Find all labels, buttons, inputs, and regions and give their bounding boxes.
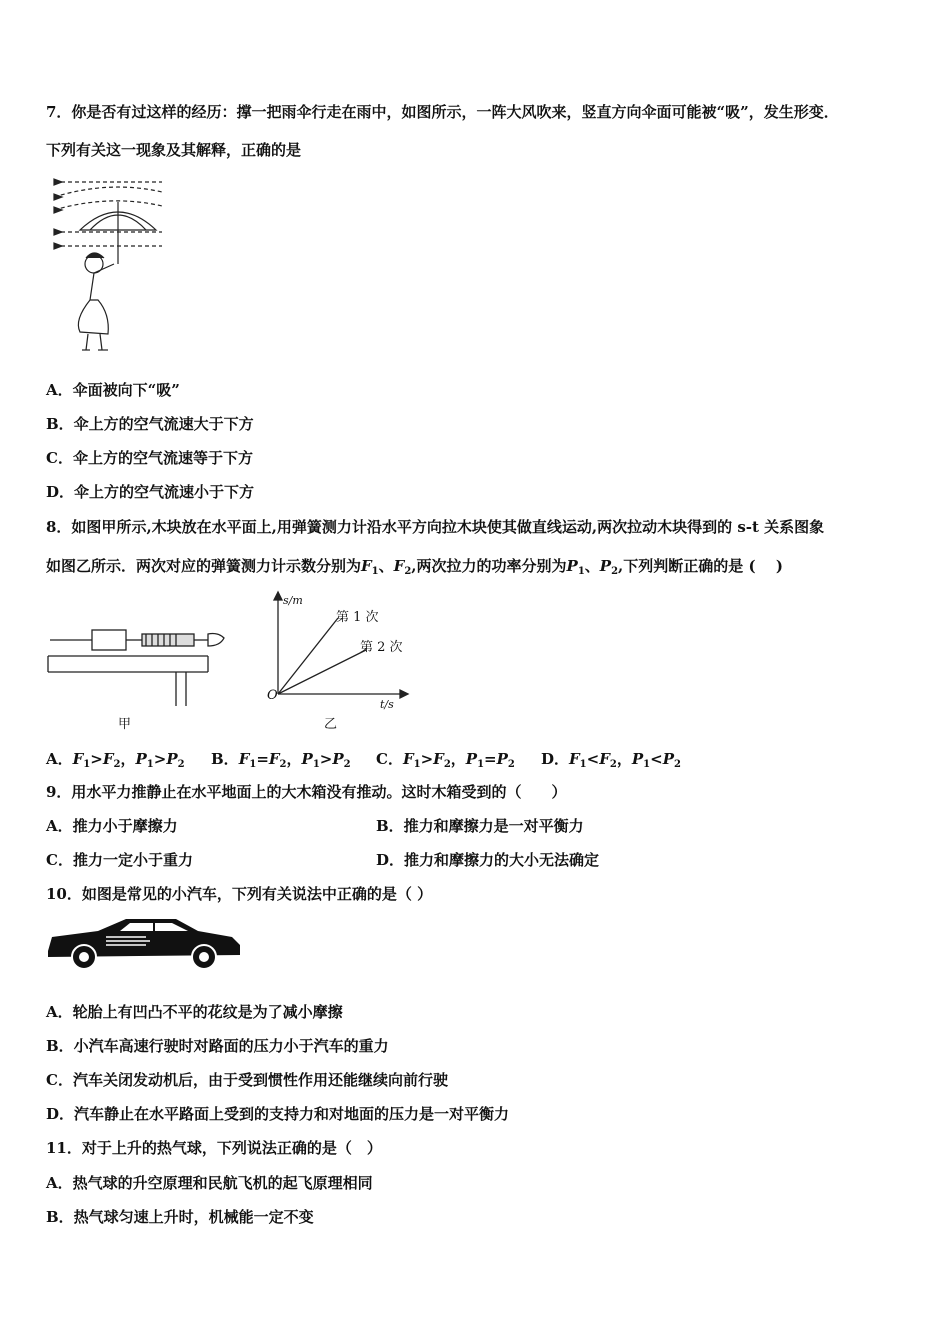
q8-graph-y-label: s/m [283,594,303,607]
q10-option-d: D．汽车静止在水平路面上受到的支持力和对地面的压力是一对平衡力 [46,1105,510,1123]
q10-stem: 10．如图是常见的小汽车，下列有关说法中正确的是（ ） [46,885,433,903]
q9-option-b: B．推力和摩擦力是一对平衡力 [376,817,584,835]
q8-stem-part-a: 如图乙所示．两次对应的弹簧测力计示数分别为 [46,557,362,575]
q8-figure-jia-label: 甲 [118,717,132,732]
q7-option-a: A．伞面被向下“吸” [46,381,180,399]
q7-option-c: C．伞上方的空气流速等于下方 [46,449,253,467]
graph-line-2 [278,650,366,694]
q8-graph-line2-label: 第 2 次 [360,640,403,655]
q7-option-d: D．伞上方的空气流速小于下方 [46,483,255,501]
q8-option-b: B．$F_1=F_2$，$P_1>P_2$ [211,750,351,770]
q8-stem-line2: 如图乙所示．两次对应的弹簧测力计示数分别为$F_1$、$F_2$,两次拉力的功率分别为$P_1$、$P_2$,下列判断正确的是 ( ) [46,557,783,577]
q7-umbrella-figure [50,172,180,357]
q8-stem-part-c: 下列判断正确的是 ( ) [623,557,783,575]
q11-option-a: A．热气球的升空原理和民航飞机的起飞原理相同 [46,1174,373,1192]
q8-option-a: A．$F_1>F_2$，$P_1>P_2$ [46,750,185,770]
q8-graph-line1-label: 第 1 次 [336,610,379,625]
q9-stem: 9．用水平力推静止在水平地面上的大木箱没有推动。这时木箱受到的（ ） [46,783,567,801]
q7-stem-line2: 下列有关这一现象及其解释，正确的是 [46,141,302,159]
q7-option-b: B．伞上方的空气流速大于下方 [46,415,254,433]
q8-figure-yi-label: 乙 [324,717,338,732]
q11-stem: 11．对于上升的热气球，下列说法正确的是（ ） [46,1139,382,1157]
q8-option-c: C．$F_1>F_2$，$P_1=P_2$ [376,750,515,770]
q11-option-b: B．热气球匀速上升时，机械能一定不变 [46,1208,314,1226]
q7-stem-line1: 7．你是否有过这样的经历：撑一把雨伞行走在雨中，如图所示，一阵大风吹来，竖直方向伞面可能被“吸”，发生形变． [46,103,839,121]
q10-option-b: B．小汽车高速行驶时对路面的压力小于汽车的重力 [46,1037,389,1055]
q8-graph-origin: O [267,688,278,703]
q8-stem-line1: 8．如图甲所示,木块放在水平面上,用弹簧测力计沿水平方向拉木块使其做直线运动,两次拉动木块得到的 s-t 关系图象 [46,518,825,536]
q8-graph-x-label: t/s [380,698,394,711]
q10-option-a: A．轮胎上有凹凸不平的花纹是为了减小摩擦 [46,1003,343,1021]
q9-option-a: A．推力小于摩擦力 [46,817,178,835]
q8-figure-jia [46,620,236,710]
graph-line-1 [278,618,338,694]
q9-option-c: C．推力一定小于重力 [46,851,193,869]
q10-option-c: C．汽车关闭发动机后，由于受到惯性作用还能继续向前行驶 [46,1071,448,1089]
q8-stem-part-b: 两次拉力的功率分别为 [416,557,567,575]
q10-car-figure [46,915,242,973]
q9-option-d: D．推力和摩擦力的大小无法确定 [376,851,600,869]
q8-option-d: D．$F_1<F_2$，$P_1<P_2$ [541,750,681,770]
